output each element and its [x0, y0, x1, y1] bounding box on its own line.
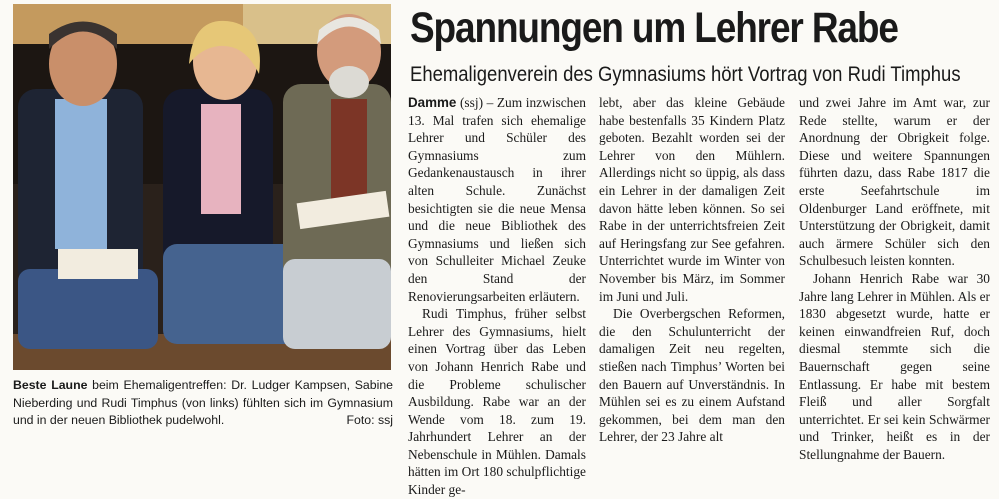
article-headline: Spannungen um Lehrer Rabe — [410, 4, 898, 52]
dateline: Damme — [408, 95, 457, 110]
paragraph: und zwei Jahre im Amt war, zur Rede stellte, warum er der Anordnung der Obrigkeit folge. Diese und weitere Spannungen führten dazu, dass Rabe 1817 die erste Seefahrtschule im Oldenburger Land eröffnete, mit Unterstützung der Obrigkeit, damit auch ärmere Schüler sich den Schulbesuch leisten konnten. — [799, 95, 990, 269]
article-column-3 — [799, 94, 990, 462]
article-photo — [13, 4, 391, 370]
photo-illustration — [13, 4, 391, 370]
paragraph: lebt, aber das kleine Gebäude habe bestenfalls 35 Kindern Platz geboten. Bezahlt worden sei der Lehrer von den Mühlern. Allerdings nicht so üppig, als dass ein Lehrer in der damaligen Zeit davon hätte leben können. So sei Rabe in der unterrichtsfreien Zeit auf Heringsfang zur See gefahren. Unterrichtet wurde im Winter von November bis März, im Sommer im Juni und Juli. — [599, 95, 785, 304]
article-column-2 — [599, 94, 785, 450]
paragraph: Die Overbergschen Reformen, die den Schulunterricht der damaligen Zeit neu regelten, stießen nach Timphus’ Worten bei den Bauern auf Unverständnis. In Mühlen sei es zu einem Aufstand gekommen, bei dem man den Lehrer, der 23 Jahre alt — [599, 306, 785, 445]
photo-credit: Foto: ssj — [346, 413, 393, 427]
article-column-1 — [408, 94, 586, 498]
caption-text: beim Ehemaligentreffen: Dr. Ludger Kampsen, Sabine Nieberding und Rudi Timphus (von links) fühlten sich im Gymnasium und in der neuen Bibliothek pudelwohl. — [13, 378, 393, 427]
caption-lead: Beste Laune — [13, 378, 88, 392]
article-subheadline: Ehemaligenverein des Gymnasiums hört Vortrag von Rudi Timphus — [410, 63, 961, 86]
paragraph: Rudi Timphus, früher selbst Lehrer des Gymnasiums, hielt einen Vortrag über das Leben von Johann Henrich Rabe und die Probleme schulischer Ausbildung. Rabe war an der Wende vom 18. zum 19. Jahrhundert Lehrer an der Nebenschule in Mühlen. Damals hätten im Ort 180 schulpflichtige Kinder ge- — [408, 306, 586, 498]
paragraph: Damme (ssj) – Zum inzwischen 13. Mal trafen sich ehemalige Lehrer und Schüler des Gymnasiums zum Gedankenaustausch in ihrer alten Schule. Zunächst besichtigten sie die neue Mensa und die neue Bibliothek des Gymnasiums und ließen sich von Schulleiter Michael Zeuke den Stand der Renovierungsarbeiten erläutern. — [408, 95, 586, 304]
paragraph: Johann Henrich Rabe war 30 Jahre lang Lehrer in Mühlen. Als er 1830 abgesetzt wurde, hatte er keinen einwandfreien Ruf, doch diesmal stemmte sich die Bauernschaft gegen seine Entlassung. Er habe mit bestem Fleiß und aller Sorgfalt unterrichtet. Er sei kein Schwärmer und Trinker, heißt es in der Stellungnahme der Bauern. — [799, 270, 990, 462]
photo-caption — [13, 377, 393, 430]
